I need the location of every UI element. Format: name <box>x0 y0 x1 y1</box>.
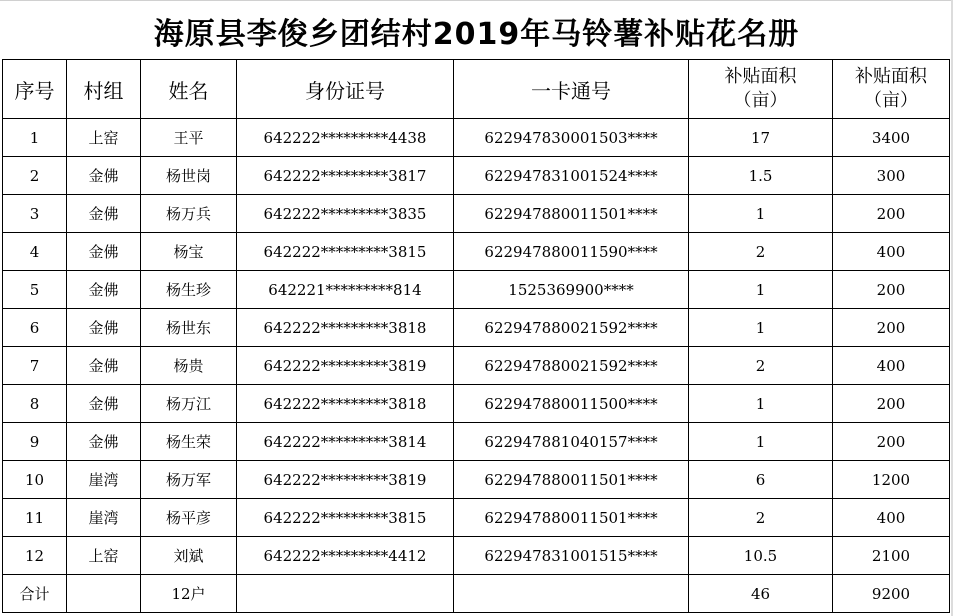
table-row <box>3 233 950 271</box>
cell-card[interactable]: 622947880011500**** <box>454 385 689 423</box>
cell-group[interactable]: 上窑 <box>67 119 141 157</box>
cell-amount[interactable]: 400 <box>833 233 950 271</box>
cell-amount[interactable]: 1200 <box>833 461 950 499</box>
cell-name[interactable]: 杨贵 <box>141 347 237 385</box>
cell-area[interactable]: 1 <box>689 385 833 423</box>
cell-id[interactable]: 642222*********3817 <box>237 157 454 195</box>
cell-amount[interactable]: 200 <box>833 309 950 347</box>
cell-name[interactable]: 杨万兵 <box>141 195 237 233</box>
cell-seq[interactable]: 10 <box>3 461 67 499</box>
cell-name[interactable]: 杨平彦 <box>141 499 237 537</box>
cell-group[interactable]: 金佛 <box>67 233 141 271</box>
cell-name[interactable]: 杨世东 <box>141 309 237 347</box>
cell-seq[interactable]: 9 <box>3 423 67 461</box>
cell-area[interactable]: 2 <box>689 233 833 271</box>
table-row <box>3 271 950 309</box>
cell-seq[interactable]: 6 <box>3 309 67 347</box>
header-group[interactable]: 村组 <box>67 60 141 119</box>
table-row <box>3 461 950 499</box>
total-label[interactable]: 合计 <box>3 575 67 613</box>
header-area[interactable] <box>689 60 833 119</box>
cell-seq[interactable]: 7 <box>3 347 67 385</box>
cell-id[interactable]: 642222*********3818 <box>237 385 454 423</box>
cell-group[interactable]: 金佛 <box>67 347 141 385</box>
cell-id[interactable]: 642222*********3815 <box>237 233 454 271</box>
cell-card[interactable]: 622947880011501**** <box>454 195 689 233</box>
cell-amount[interactable]: 200 <box>833 385 950 423</box>
cell-card[interactable]: 622947880011501**** <box>454 499 689 537</box>
cell-seq[interactable]: 2 <box>3 157 67 195</box>
cell-name[interactable]: 杨万江 <box>141 385 237 423</box>
cell-seq[interactable]: 5 <box>3 271 67 309</box>
cell-area[interactable]: 1 <box>689 271 833 309</box>
cell-amount[interactable]: 3400 <box>833 119 950 157</box>
cell-name[interactable]: 刘斌 <box>141 537 237 575</box>
cell-area[interactable]: 1 <box>689 309 833 347</box>
cell-group[interactable]: 金佛 <box>67 157 141 195</box>
cell-name[interactable]: 杨万军 <box>141 461 237 499</box>
cell-area[interactable]: 2 <box>689 499 833 537</box>
cell-name[interactable]: 杨生珍 <box>141 271 237 309</box>
cell-seq[interactable]: 1 <box>3 119 67 157</box>
cell-amount[interactable]: 2100 <box>833 537 950 575</box>
cell-name[interactable]: 杨宝 <box>141 233 237 271</box>
cell-group[interactable]: 金佛 <box>67 423 141 461</box>
cell-id[interactable]: 642222*********3835 <box>237 195 454 233</box>
table-row <box>3 499 950 537</box>
page-title: 海原县李俊乡团结村2019年马铃薯补贴花名册 <box>153 17 800 52</box>
cell-id[interactable]: 642222*********3814 <box>237 423 454 461</box>
cell-group[interactable]: 崖湾 <box>67 461 141 499</box>
header-seq[interactable]: 序号 <box>3 60 67 119</box>
total-amount[interactable]: 9200 <box>833 575 950 613</box>
table-row <box>3 119 950 157</box>
cell-card[interactable]: 622947880021592**** <box>454 347 689 385</box>
cell-group[interactable]: 金佛 <box>67 195 141 233</box>
cell-seq[interactable]: 4 <box>3 233 67 271</box>
subsidy-table <box>2 59 950 613</box>
cell-group[interactable]: 金佛 <box>67 309 141 347</box>
cell-name[interactable]: 杨世岗 <box>141 157 237 195</box>
cell-seq[interactable]: 11 <box>3 499 67 537</box>
cell-seq[interactable]: 3 <box>3 195 67 233</box>
header-amount-line1: 补贴面积 <box>855 66 927 87</box>
header-amount-line2: （亩） <box>864 90 918 111</box>
cell-id[interactable]: 642222*********4438 <box>237 119 454 157</box>
header-amount[interactable] <box>833 60 950 119</box>
cell-seq[interactable]: 8 <box>3 385 67 423</box>
cell-group[interactable]: 上窑 <box>67 537 141 575</box>
cell-area[interactable]: 17 <box>689 119 833 157</box>
header-row <box>3 60 950 119</box>
cell-id[interactable]: 642222*********3819 <box>237 347 454 385</box>
cell-card[interactable]: 622947880021592**** <box>454 309 689 347</box>
cell-id[interactable]: 642222*********3819 <box>237 461 454 499</box>
total-empty-cell[interactable] <box>454 575 689 613</box>
cell-id[interactable]: 642222*********3815 <box>237 499 454 537</box>
cell-card[interactable]: 622947881040157**** <box>454 423 689 461</box>
cell-area[interactable]: 1.5 <box>689 157 833 195</box>
cell-seq[interactable]: 12 <box>3 537 67 575</box>
cell-area[interactable]: 1 <box>689 423 833 461</box>
cell-amount[interactable]: 400 <box>833 499 950 537</box>
table-row <box>3 195 950 233</box>
cell-id[interactable]: 642222*********3818 <box>237 309 454 347</box>
cell-group[interactable]: 金佛 <box>67 271 141 309</box>
header-card[interactable]: 一卡通号 <box>454 60 689 119</box>
table-row <box>3 309 950 347</box>
cell-group[interactable]: 崖湾 <box>67 499 141 537</box>
table-row <box>3 537 950 575</box>
table-row <box>3 423 950 461</box>
total-row <box>3 575 950 613</box>
table-row <box>3 347 950 385</box>
cell-name[interactable]: 杨生荣 <box>141 423 237 461</box>
table-row <box>3 157 950 195</box>
cell-amount[interactable]: 400 <box>833 347 950 385</box>
cell-card[interactable]: 622947880011590**** <box>454 233 689 271</box>
cell-card[interactable]: 622947830001503**** <box>454 119 689 157</box>
cell-amount[interactable]: 200 <box>833 271 950 309</box>
total-empty-cell[interactable] <box>67 575 141 613</box>
total-empty-cell[interactable] <box>237 575 454 613</box>
cell-card[interactable]: 622947831001515**** <box>454 537 689 575</box>
cell-card[interactable]: 622947880011501**** <box>454 461 689 499</box>
cell-amount[interactable]: 300 <box>833 157 950 195</box>
cell-group[interactable]: 金佛 <box>67 385 141 423</box>
table-row <box>3 385 950 423</box>
header-area-line1: 补贴面积 <box>724 66 797 87</box>
cell-area[interactable]: 2 <box>689 347 833 385</box>
cell-area[interactable]: 1 <box>689 195 833 233</box>
header-name[interactable]: 姓名 <box>141 60 237 119</box>
total-area[interactable]: 46 <box>689 575 833 613</box>
cell-name[interactable]: 王平 <box>141 119 237 157</box>
cell-card[interactable]: 622947831001524**** <box>454 157 689 195</box>
cell-area[interactable]: 6 <box>689 461 833 499</box>
header-id[interactable]: 身份证号 <box>237 60 454 119</box>
cell-amount[interactable]: 200 <box>833 423 950 461</box>
total-households[interactable]: 12户 <box>141 575 237 613</box>
cell-area[interactable]: 10.5 <box>689 537 833 575</box>
header-area-line2: （亩） <box>733 90 788 111</box>
cell-amount[interactable]: 200 <box>833 195 950 233</box>
cell-id[interactable]: 642222*********4412 <box>237 537 454 575</box>
cell-card[interactable]: 1525369900**** <box>454 271 689 309</box>
cell-id[interactable]: 642221*********814 <box>237 271 454 309</box>
